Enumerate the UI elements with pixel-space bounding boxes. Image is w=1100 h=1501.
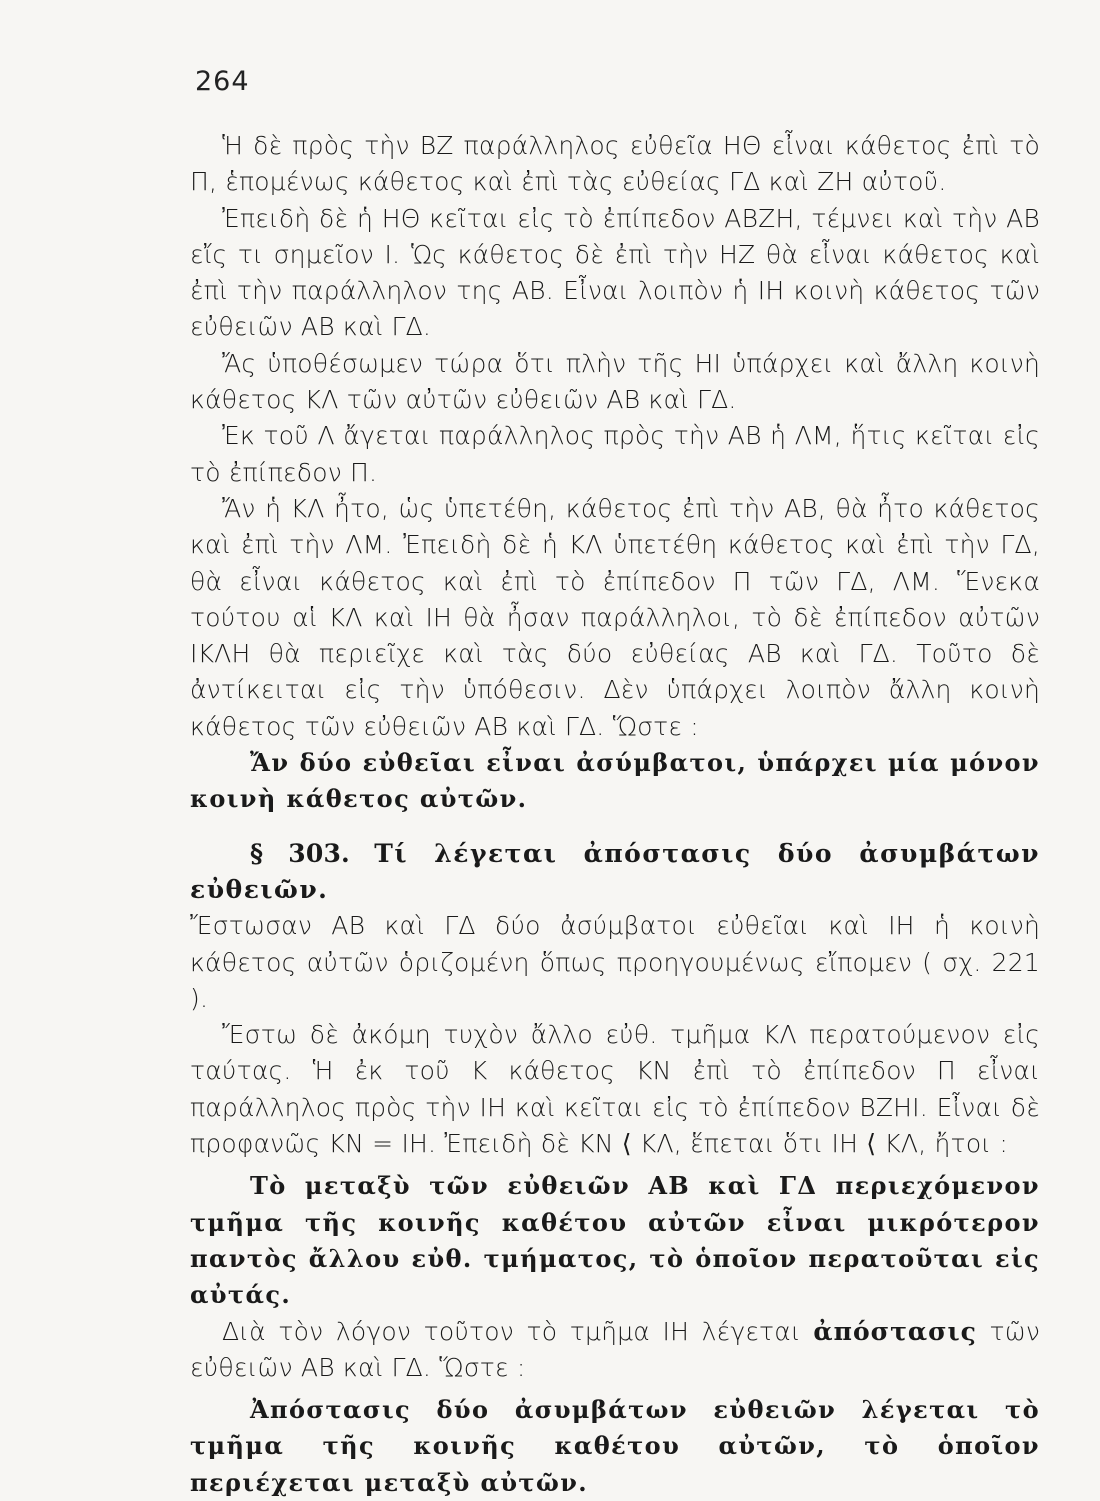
paragraph-2: Ἐπειδὴ δὲ ἡ ΗΘ κεῖται εἰς τὸ ἐπίπεδον ΑΒΖΗ, τέμνει καὶ τὴν ΑΒ εἴς τι σημεῖον Ι. Ὡς κάθετος δὲ ἐπὶ τὴν ΗΖ θὰ εἶναι κάθετος καὶ ἐπὶ τὴν παράλληλον της ΑΒ. Εἶναι λοιπὸν ἡ ΙΗ κοινὴ κάθετος τῶν εὐθειῶν ΑΒ καὶ ΓΔ. (190, 203, 1040, 342)
paragraph-5: Ἄν ἡ ΚΛ ἦτο, ὡς ὑπετέθη, κάθετος ἐπὶ τὴν ΑΒ, θὰ ἦτο κάθετος καὶ ἐπὶ τὴν ΛΜ. Ἐπειδὴ δὲ ἡ ΚΛ ὑπετέθη κάθετος καὶ ἐπὶ τὴν ΓΔ, θὰ εἶναι κάθετος καὶ ἐπὶ τὸ ἐπίπεδον Π τῶν ΓΔ, ΛΜ. Ἕνεκα τούτου αἱ ΚΛ καὶ ΙΗ θὰ ἦσαν παράλληλοι, τὸ δὲ ἐπίπεδον αὐτῶν ΙΚΛΗ θὰ περιεῖχε καὶ τὰς δύο εὐθείας ΑΒ καὶ ΓΔ. Τοῦτο δὲ ἀντίκειται εἰς τὴν ὑπόθεσιν. Δὲν ὑπάρχει λοιπὸν ἄλλη κοινὴ κάθετος τῶν εὐθειῶν ΑΒ καὶ ΓΔ. Ὥστε : (190, 493, 1040, 741)
page-number: 264 (195, 66, 250, 97)
section-303 (190, 836, 1040, 1163)
paragraph-8 (190, 1314, 1040, 1387)
section-title: Τί λέγεται ἀπόστασις δύο ἀσυμβάτων εὐθειῶν. (190, 838, 1040, 904)
text-block (190, 128, 1040, 1501)
section-heading (190, 836, 1040, 909)
term-distance: ἀπόστασις (813, 1316, 977, 1346)
section-number: § 303. (250, 838, 350, 868)
theorem-statement-2: Τὸ μεταξὺ τῶν εὐθειῶν ΑΒ καὶ ΓΔ περιεχόμενον τμῆμα τῆς κοινῆς καθέτου αὐτῶν εἶναι μικρότερον παντὸς ἄλλου εὐθ. τμήματος, τὸ ὁποῖον περατοῦται εἰς αὐτάς. (190, 1171, 1040, 1310)
definition-statement: Ἀπόστασις δύο ἀσυμβάτων εὐθειῶν λέγεται τὸ τμῆμα τῆς κοινῆς καθέτου αὐτῶν, τὸ ὁποῖον περιέχεται μεταξὺ αὐτῶν. (190, 1395, 1040, 1497)
theorem-statement: Ἄν δύο εὐθεῖαι εἶναι ἀσύμβατοι, ὑπάρχει μία μόνον κοινὴ κάθετος αὐτῶν. (190, 748, 1040, 814)
paragraph-7: Ἔστω δὲ ἀκόμη τυχὸν ἄλλο εὐθ. τμῆμα ΚΛ περατούμενον εἰς ταύτας. Ἡ ἐκ τοῦ Κ κάθετος ΚΝ ἐπὶ τὸ ἐπίπεδον Π εἶναι παράλληλος πρὸς τὴν ΙΗ καὶ κεῖται εἰς τὸ ἐπίπεδον ΒΖΗΙ. Εἶναι δὲ προφανῶς ΚΝ = ΙΗ. Ἐπειδὴ δὲ ΚΝ ⟨ ΚΛ, ἕπεται ὅτι ΙΗ ⟨ ΚΛ, ἤτοι : (190, 1020, 1040, 1159)
paragraph-3: Ἄς ὑποθέσωμεν τώρα ὅτι πλὴν τῆς ΗΙ ὑπάρχει καὶ ἄλλη κοινὴ κάθετος ΚΛ τῶν αὐτῶν εὐθειῶν ΑΒ καὶ ΓΔ. (190, 348, 1040, 415)
paragraph-1: Ἡ δὲ πρὸς τὴν ΒΖ παράλληλος εὐθεῖα ΗΘ εἶναι κάθετος ἐπὶ τὸ Π, ἑπομένως κάθετος καὶ ἐπὶ τὰς εὐθείας ΓΔ καὶ ΖΗ αὐτοῦ. (190, 131, 1040, 197)
paragraph-8-before: Διὰ τὸν λόγον τοῦτον τὸ τμῆμα ΙΗ λέγεται (222, 1316, 814, 1346)
paragraph-8-after: τῶν εὐθειῶν ΑΒ καὶ ΓΔ. Ὥστε : (190, 1316, 1040, 1382)
paragraph-4: Ἐκ τοῦ Λ ἄγεται παράλληλος πρὸς τὴν ΑΒ ἡ ΛΜ, ἥτις κεῖται εἰς τὸ ἐπίπεδον Π. (190, 421, 1040, 487)
paragraph-6: Ἔστωσαν ΑΒ καὶ ΓΔ δύο ἀσύμβατοι εὐθεῖαι καὶ ΙΗ ἡ κοινὴ κάθετος αὐτῶν ὁριζομένη ὅπως προηγουμένως εἴπομεν ( σχ. 221 ). (190, 911, 1040, 1013)
